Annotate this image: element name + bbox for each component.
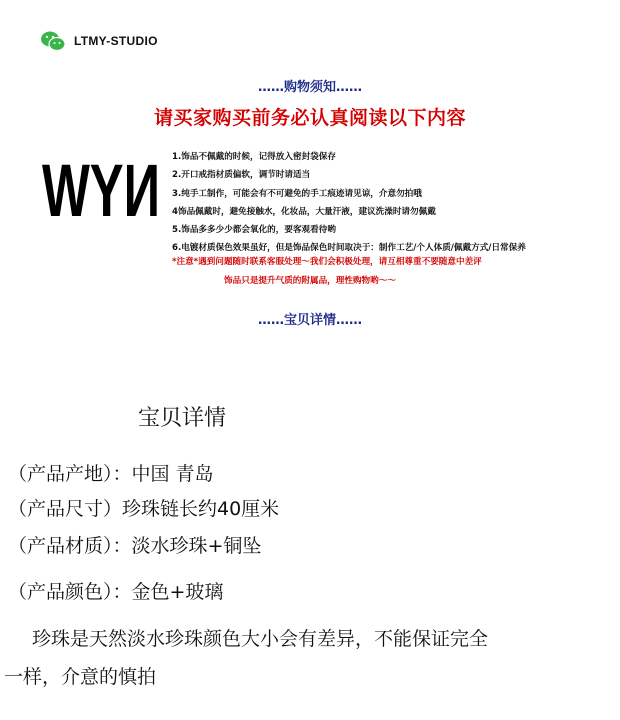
brand-header xyxy=(40,30,158,52)
wyn-logo xyxy=(42,150,162,230)
brand-name: LTMY-STUDIO xyxy=(74,34,158,48)
product-color: （产品颜色）：金色+玻璃 xyxy=(8,581,224,603)
product-size: （产品尺寸）珍珠链长约40厘米 xyxy=(8,498,280,520)
detail-heading-small: ……宝贝详情…… xyxy=(257,313,362,328)
product-material: （产品材质）：淡水珍珠+铜坠 xyxy=(8,535,262,557)
product-origin: （产品产地）：中国 青岛 xyxy=(8,463,214,485)
rule-item: 2.开口戒指材质偏软，调节时请适当 xyxy=(172,170,311,181)
detail-title: 宝贝详情 xyxy=(138,406,227,431)
pearl-note-line2: 一样，介意的慎拍 xyxy=(4,666,157,688)
warning-note: *注意*遇到问题随时联系客服处理～我们会积极处理，请互相尊重不要随意中差评 xyxy=(172,257,482,267)
accessory-note: 饰品只是提升气质的附属品，理性购物哟～～ xyxy=(224,276,396,286)
wechat-icon xyxy=(40,30,66,52)
notice-heading: ……购物须知…… xyxy=(257,80,362,95)
rule-item: 1.饰品不佩戴的时候，记得放入密封袋保存 xyxy=(172,152,336,162)
rule-item: 4饰品佩戴时，避免接触水，化妆品，大量汗液，建议洗澡时请勿佩戴 xyxy=(172,206,436,217)
logo-text: WYИ xyxy=(42,150,160,230)
rule-item: 5.饰品多多少少都会氧化的，要客观看待哟 xyxy=(172,225,336,236)
pearl-note-line1: 珍珠是天然淡水珍珠颜色大小会有差异，不能保证完全 xyxy=(32,628,489,650)
main-warning: 请买家购买前务必认真阅读以下内容 xyxy=(153,107,466,129)
rule-item: 3.纯手工制作，可能会有不可避免的手工痕迹请见谅，介意勿拍哦 xyxy=(172,188,422,199)
rules-list xyxy=(172,148,612,258)
rule-item: 6.电镀材质保色效果虽好，但是饰品保色时间取决于：制作工艺/个人体质/佩戴方式/日常保养 xyxy=(172,243,526,254)
